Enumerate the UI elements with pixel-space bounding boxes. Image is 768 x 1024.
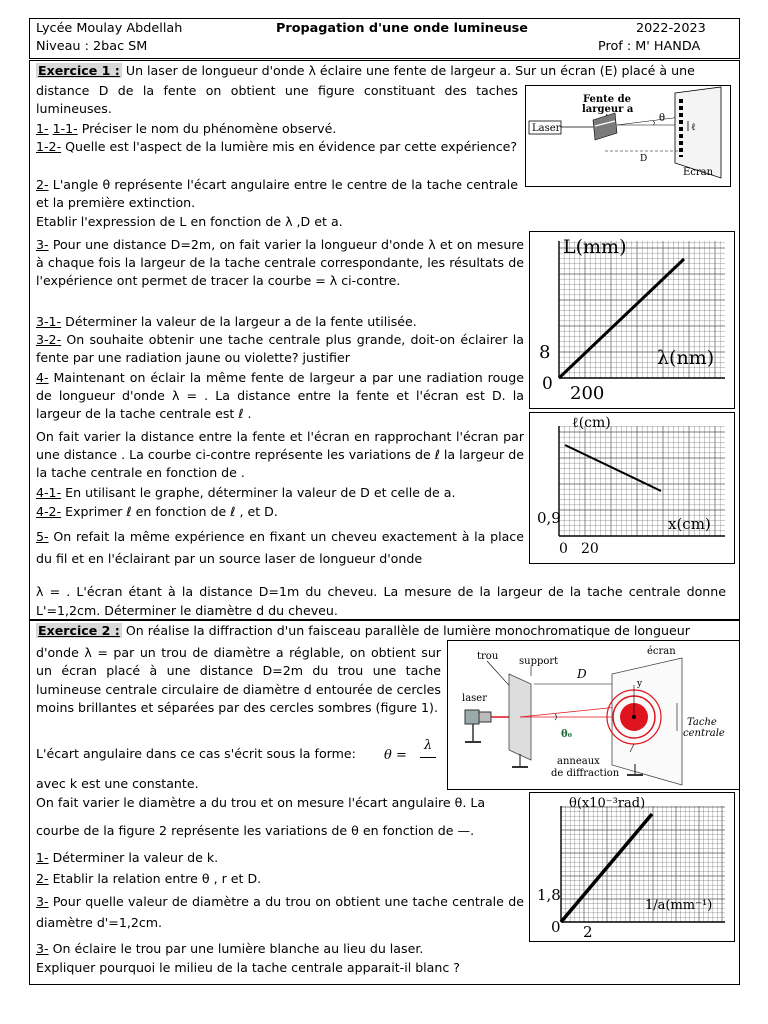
question-4-2: 4-2- Exprimer ℓ en fonction de ℓ , et D.: [36, 504, 278, 519]
fig3-d-label: D: [577, 667, 587, 681]
exercise2-formula-lhs: θ =: [384, 748, 407, 763]
graph1-xlabel: λ(nm): [657, 347, 715, 369]
question-3-1: 3-1- Déterminer la valeur de la largeur a de la fente utilisée.: [36, 314, 417, 329]
fig3-diffraction-label: de diffraction: [551, 768, 620, 779]
exercise2-paragraph4a: On fait varier le diamètre a du trou et on mesure l'écart angulaire θ. La: [36, 795, 486, 810]
question-1-1: 1- 1-1- Préciser le nom du phénomène observé.: [36, 121, 337, 136]
fig3-anneaux-label: anneaux: [557, 756, 600, 767]
school-year: 2022-2023: [636, 21, 706, 36]
fig3-centrale-label: centrale: [683, 728, 725, 739]
exercise1-line1: [36, 62, 695, 80]
question-4: 4- Maintenant on éclair la même fente de largeur a par une radiation rouge de longueur d'onde λ = . La distance entre la fente et l'écran est D. la largeur de la tache centrale est ℓ .: [36, 370, 524, 422]
question-3: 3- Pour une distance D=2m, on fait varier la longueur d'onde λ et on mesure à chaque fois la largeur de la tache centrale correspondante, les résultats de l'expérience ont permet de tracer la courbe = λ ci-contre.: [36, 237, 524, 289]
fig1-d-label: D: [640, 154, 648, 164]
graph2-xlabel: x(cm): [668, 515, 711, 533]
question-4-1: 4-1- En utilisant le graphe, déterminer la valeur de D et celle de a.: [36, 485, 456, 500]
fig1-l-label: ℓ: [691, 122, 696, 133]
question-1-2: 1-2- Quelle est l'aspect de la lumière mis en évidence par cette expérience?: [36, 139, 518, 154]
graph2-xtick: 20: [581, 541, 599, 557]
exercise2-question3b: 3- On éclaire le trou par une lumière blanche au lieu du laser.: [36, 941, 424, 956]
question-5: 5- On refait la même expérience en fixant un cheveu exactement à la place du fil et en l'éclairant par un source laser de longueur d'onde: [36, 529, 524, 566]
exercise2-question2: 2- Etablir la relation entre θ , r et D.: [36, 871, 262, 886]
graph3-xtick: 2: [583, 923, 593, 941]
fig3-y-label: y: [637, 679, 643, 689]
fig1-ecran-label: Ecran: [683, 167, 714, 178]
exercise2-angle-text: L'écart angulaire dans ce cas s'écrit sous la forme:: [36, 746, 356, 761]
fig1-laser-label: Laser: [532, 123, 561, 134]
figure-circular-diffraction: [447, 640, 740, 790]
exercise1-label: Exercice 1 :: [38, 63, 120, 78]
graph-l-vs-x: [529, 412, 735, 564]
page-title: Propagation d'une onde lumineuse: [276, 21, 528, 36]
fig3-laser-label: laser: [462, 693, 487, 704]
exercise2-formula-num: λ: [424, 738, 433, 753]
fig1-largeur-label: largeur a: [582, 104, 634, 115]
graph2-ylabel: ℓ(cm): [572, 415, 611, 431]
question-2-b: Etablir l'expression de L en fonction de λ ,D et a.: [36, 214, 343, 229]
exercise2-label: Exercice 2 :: [38, 623, 120, 638]
exercise1-intro: Un laser de longueur d'onde λ éclaire une fente de largeur a. Sur un écran (E) placé à une: [125, 63, 695, 78]
graph3-origin: 0: [551, 918, 561, 936]
exercise2-question1: 1- Déterminer la valeur de k.: [36, 850, 219, 865]
exercise2-paragraph1: d'onde λ = par un trou de diamètre a réglable, on obtient sur un écran placé à une distance D=2m du trou une tache lumineuse centrale circulaire de diamètre d entourée de cercles moins brillantes et séparées par des cercles sombres (figure 1).: [36, 645, 441, 716]
question-4-b: On fait varier la distance entre la fente et l'écran en rapprochant l'écran par une distance . La courbe ci-contre représente les variations de ℓ la largeur de la tache centrale en fonction de .: [36, 429, 524, 481]
fig3-support-label: support: [519, 656, 559, 667]
exercise2-paragraph4b: courbe de la figure 2 représente les variations de θ en fonction de —.: [36, 823, 475, 838]
exercise2-k-constant: avec k est une constante.: [36, 776, 199, 791]
exercise2-line1: [36, 622, 690, 640]
graph-L-vs-lambda: [529, 231, 735, 409]
graph1-xtick: 200: [570, 383, 605, 404]
graph3-ytick: 1,8: [537, 886, 561, 904]
question-5-b: λ = . L'écran étant à la distance D=1m du cheveu. La mesure de la largeur de la tache centrale donne L'=1,2cm. Déterminer le diamètre d du cheveu.: [36, 584, 726, 618]
graph2-origin: 0: [559, 541, 568, 557]
school-name: Lycée Moulay Abdellah: [36, 21, 183, 36]
figure-slit-setup: [525, 85, 731, 187]
question-3-2: 3-2- On souhaite obtenir une tache centrale plus grande, doit-on éclairer la fente par une radiation jaune ou violette? justifier: [36, 332, 524, 366]
fig3-ecran-label: écran: [647, 646, 676, 657]
professor: Prof : M' HANDA: [598, 39, 701, 54]
exercise2-question3: 3- Pour quelle valeur de diamètre a du trou on obtient une tache centrale de diamètre d'=1,2cm.: [36, 894, 524, 930]
graph2-ytick: 0,9: [537, 509, 561, 527]
graph1-ytick: 8: [539, 342, 551, 363]
graph3-xlabel: 1/a(mm⁻¹): [645, 898, 713, 913]
graph-theta-vs-inverse-a: [529, 792, 735, 942]
fig1-theta: θ: [659, 113, 666, 124]
fig3-tache-label: Tache: [687, 717, 717, 728]
question-2: 2- L'angle θ représente l'écart angulaire entre le centre de la tache centrale et la première extinction.: [36, 177, 518, 211]
graph3-ylabel: θ(x10⁻³rad): [569, 796, 646, 811]
graph1-origin: 0: [542, 374, 553, 394]
fraction-bar: [420, 757, 436, 758]
exercise2-question3c: Expliquer pourquoi le milieu de la tache centrale apparait-il blanc ?: [36, 960, 460, 975]
level: Niveau : 2bac SM: [36, 39, 148, 54]
fig1-fente-label: Fente de: [583, 94, 632, 105]
fig3-theta0-label: θ₀: [561, 729, 573, 740]
exercise2-intro: On réalise la diffraction d'un faisceau parallèle de lumière monochromatique de longueur: [125, 623, 690, 638]
fig3-trou-label: trou: [477, 651, 499, 662]
graph1-ylabel: L(mm): [563, 236, 627, 258]
exercise1-intro2: distance D de la fente on obtient une figure constituant des taches lumineuses.: [36, 83, 518, 117]
